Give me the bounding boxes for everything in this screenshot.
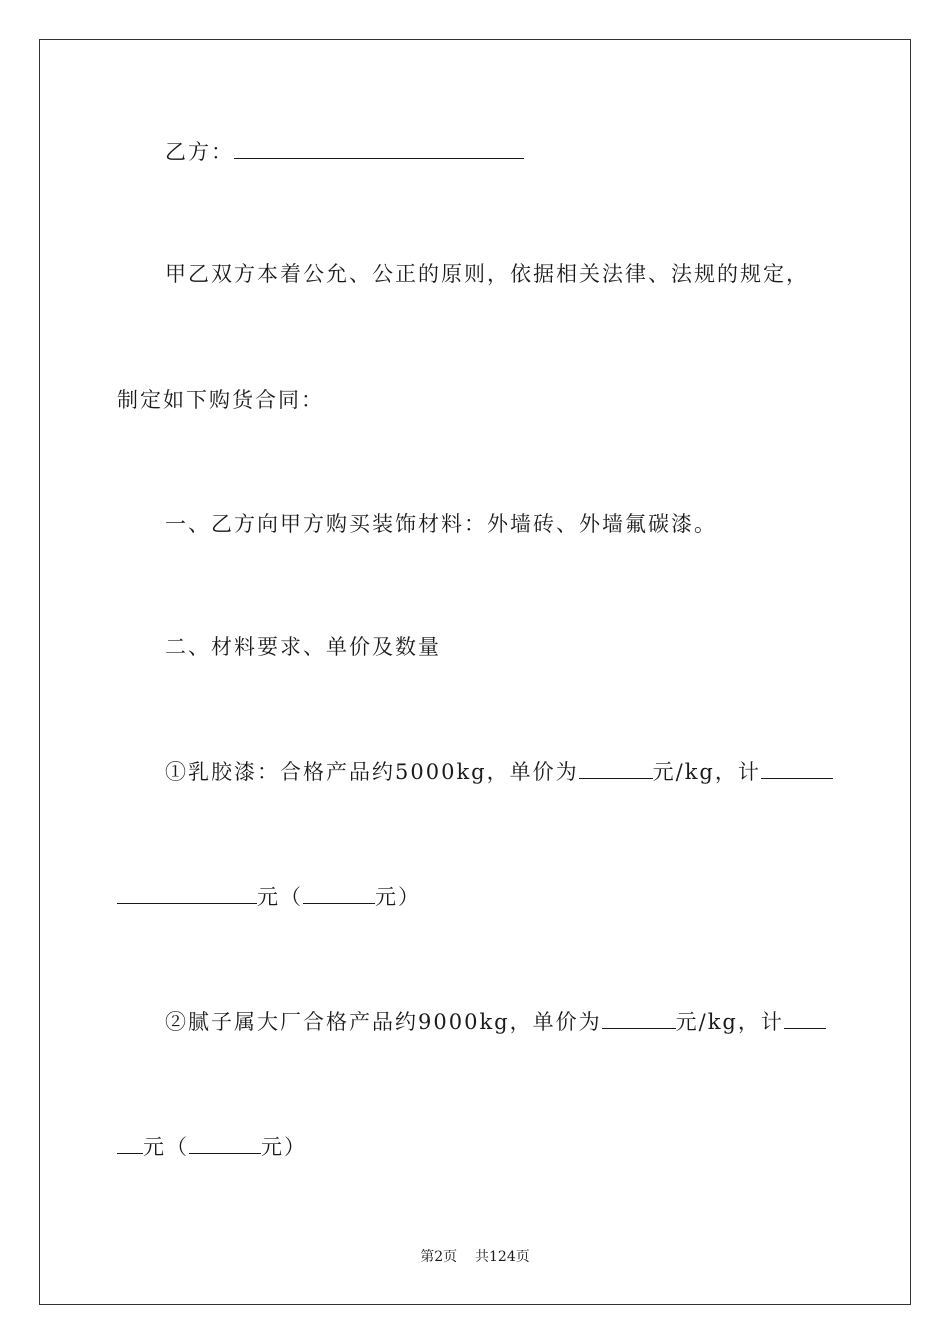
page-border — [39, 39, 911, 1305]
item-1-text-c: 元（ — [257, 885, 303, 909]
item-2-line-1 — [165, 1008, 826, 1036]
party-b-line — [165, 138, 524, 166]
item-1-total-blank-cont — [117, 883, 257, 904]
item-2-line-2 — [117, 1133, 307, 1161]
item-2-text-c: 元（ — [143, 1135, 189, 1159]
item-1-uppercase-blank — [303, 883, 375, 904]
item-2-total-blank-cont — [117, 1133, 143, 1154]
clause-1: 一、乙方向甲方购买装饰材料：外墙砖、外墙氟碳漆。 — [165, 512, 717, 536]
item-1-unit-price-blank — [579, 758, 653, 779]
page-number-current: 第2页 — [420, 1249, 458, 1265]
item-1-line-1 — [165, 758, 833, 786]
item-2-text-d: 元） — [261, 1135, 307, 1159]
item-1-total-blank — [761, 758, 833, 779]
clause-2: 二、材料要求、单价及数量 — [165, 635, 441, 659]
item-1-text-b: 元/kg，计 — [652, 760, 761, 784]
party-b-blank — [234, 138, 524, 159]
item-2-total-blank — [784, 1008, 826, 1029]
item-1-text-d: 元） — [375, 885, 421, 909]
intro-line-2: 制定如下购货合同： — [117, 388, 324, 412]
page-number-total: 共124页 — [475, 1249, 530, 1265]
page-footer — [0, 1248, 950, 1266]
intro-line-1: 甲乙双方本着公允、公正的原则，依据相关法律、法规的规定， — [165, 262, 809, 286]
item-2-unit-price-blank — [602, 1008, 676, 1029]
item-2-uppercase-blank — [189, 1133, 261, 1154]
item-2-text-a: ②腻子属大厂合格产品约9000kg，单价为 — [165, 1010, 602, 1034]
item-1-line-2 — [117, 883, 421, 911]
party-b-label: 乙方： — [165, 140, 234, 164]
item-2-text-b: 元/kg，计 — [675, 1010, 784, 1034]
item-1-text-a: ①乳胶漆：合格产品约5000kg，单价为 — [165, 760, 579, 784]
